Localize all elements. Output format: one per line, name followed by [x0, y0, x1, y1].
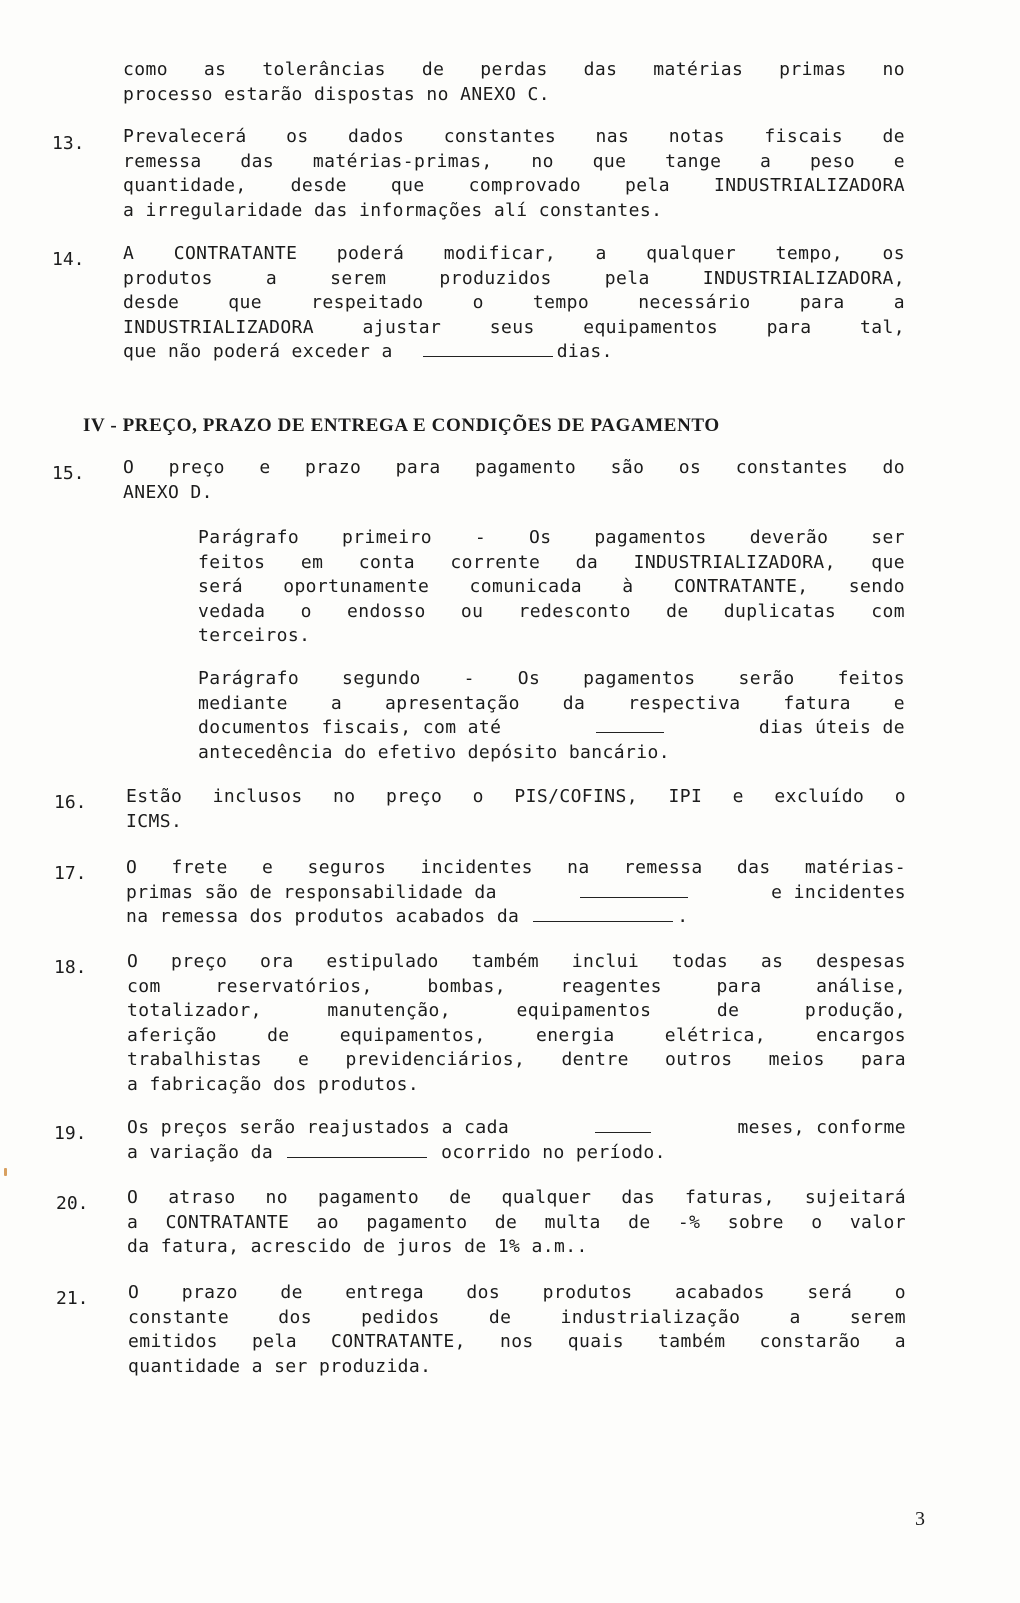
text-fragment: e incidentes — [771, 881, 906, 903]
text-fragment: . — [677, 906, 689, 927]
text-fragment: que não poderá exceder a — [123, 341, 393, 362]
text-line: produtos a serem produzidos pela INDUSTRIALIZADORA, — [123, 267, 905, 289]
clause-number: 18. — [54, 957, 87, 978]
text-line: A CONTRATANTE poderá modificar, a qualquer tempo, os — [123, 243, 905, 264]
text-line: ICMS. — [126, 810, 183, 832]
text-line: constante dos pedidos de industrialização a serem — [128, 1306, 906, 1328]
text-fragment: dias úteis de — [758, 717, 905, 738]
text-line: O frete e seguros incidentes na remessa das matérias- — [126, 857, 906, 878]
text-line: como as tolerâncias de perdas das matérias primas no — [123, 59, 905, 80]
text-fragment: dias. — [556, 341, 613, 362]
text-fragment: ocorrido no período. — [441, 1141, 666, 1163]
clause-20 — [127, 1186, 906, 1260]
clause-13 — [123, 125, 905, 223]
clause-number: 17. — [54, 863, 87, 884]
text-line: INDUSTRIALIZADORA ajustar seus equipamentos para tal, — [123, 316, 905, 338]
text-line: O prazo de entrega dos produtos acabados será o — [128, 1282, 906, 1303]
text-fragment: meses, conforme — [737, 1117, 906, 1138]
page-number: 3 — [915, 1508, 925, 1530]
text-line: da fatura, acrescido de juros de 1% a.m.. — [127, 1236, 588, 1257]
text-line: trabalhistas e previdenciários, dentre outros meios para — [127, 1049, 906, 1070]
clause-14 — [123, 242, 905, 365]
text-line: mediante a apresentação da respectiva fatura e — [198, 692, 905, 714]
text-line: será oportunamente comunicada à CONTRATANTE, sendo — [198, 576, 905, 597]
text-line: O atraso no pagamento de qualquer das faturas, sujeitará — [127, 1187, 906, 1208]
clause-number: 20. — [56, 1193, 89, 1214]
text-line: antecedência do efetivo depósito bancário. — [198, 741, 670, 763]
text-line: quantidade, desde que comprovado pela INDUSTRIALIZADORA — [123, 175, 905, 196]
clause-number: 15. — [52, 463, 85, 484]
fill-blank — [533, 919, 673, 922]
text-line: a CONTRATANTE ao pagamento de multa de -% sobre o valor — [127, 1211, 906, 1233]
text-line: terceiros. — [198, 625, 311, 646]
text-line: quantidade a ser produzida. — [128, 1355, 432, 1377]
clause-21 — [128, 1281, 906, 1379]
text-line: feitos em conta corrente da INDUSTRIALIZADORA, que — [198, 551, 905, 573]
text-line: ANEXO D. — [123, 481, 213, 503]
section-heading: IV - PREÇO, PRAZO DE ENTREGA E CONDIÇÕES DE PAGAMENTO — [83, 415, 720, 436]
text-fragment: a variação da — [127, 1141, 274, 1163]
paragraph-first — [198, 526, 905, 649]
text-line: processo estarão dispostas no ANEXO C. — [123, 83, 551, 105]
text-line: desde que respeitado o tempo necessário para a — [123, 292, 905, 313]
text-line — [126, 881, 906, 906]
text-line — [126, 905, 906, 930]
fill-blank — [580, 895, 688, 898]
text-line — [127, 1141, 906, 1166]
fill-blank — [423, 354, 553, 357]
text-line: aferição de equipamentos, energia elétrica, encargos — [127, 1024, 906, 1046]
clause-17 — [126, 856, 906, 930]
clause-19 — [127, 1116, 906, 1165]
text-fragment: primas são de responsabilidade da — [126, 881, 497, 903]
text-line — [127, 1116, 906, 1141]
clause-16 — [126, 785, 906, 834]
text-line: O preço ora estipulado também inclui todas as despesas — [127, 951, 906, 972]
text-line: O preço e prazo para pagamento são os constantes do — [123, 457, 905, 478]
intro-paragraph — [123, 58, 905, 107]
paper-speck — [4, 1168, 7, 1176]
text-line: remessa das matérias-primas, no que tange a peso e — [123, 150, 905, 172]
text-line: com reservatórios, bombas, reagentes para análise, — [127, 975, 906, 997]
text-fragment: Os preços serão reajustados a cada — [127, 1117, 510, 1138]
clause-18 — [127, 950, 906, 1097]
fill-blank — [596, 730, 664, 733]
text-line — [123, 340, 905, 365]
text-fragment: documentos fiscais, com até — [198, 717, 502, 738]
text-line: Estão inclusos no preço o PIS/COFINS, IPI e excluído o — [126, 786, 906, 807]
paragraph-second — [198, 667, 905, 765]
text-line: Parágrafo segundo - Os pagamentos serão feitos — [198, 668, 905, 689]
clause-number: 14. — [52, 249, 85, 270]
fill-blank — [595, 1130, 651, 1133]
text-line — [198, 716, 905, 741]
clause-15 — [123, 456, 905, 505]
text-line: a fabricação dos produtos. — [127, 1073, 420, 1095]
clause-number: 21. — [56, 1288, 89, 1309]
text-line: emitidos pela CONTRATANTE, nos quais também constarão a — [128, 1331, 906, 1352]
clause-number: 19. — [54, 1123, 87, 1144]
fill-blank — [287, 1155, 427, 1158]
text-line: Prevalecerá os dados constantes nas notas fiscais de — [123, 126, 905, 147]
text-line: a irregularidade das informações alí constantes. — [123, 199, 663, 221]
clause-number: 16. — [54, 792, 87, 813]
text-line: vedada o endosso ou redesconto de duplicatas com — [198, 600, 905, 622]
text-fragment: na remessa dos produtos acabados da — [126, 906, 520, 927]
text-line: totalizador, manutenção, equipamentos de produção, — [127, 1000, 906, 1021]
text-line: Parágrafo primeiro - Os pagamentos deverão ser — [198, 527, 905, 548]
clause-number: 13. — [52, 133, 85, 154]
